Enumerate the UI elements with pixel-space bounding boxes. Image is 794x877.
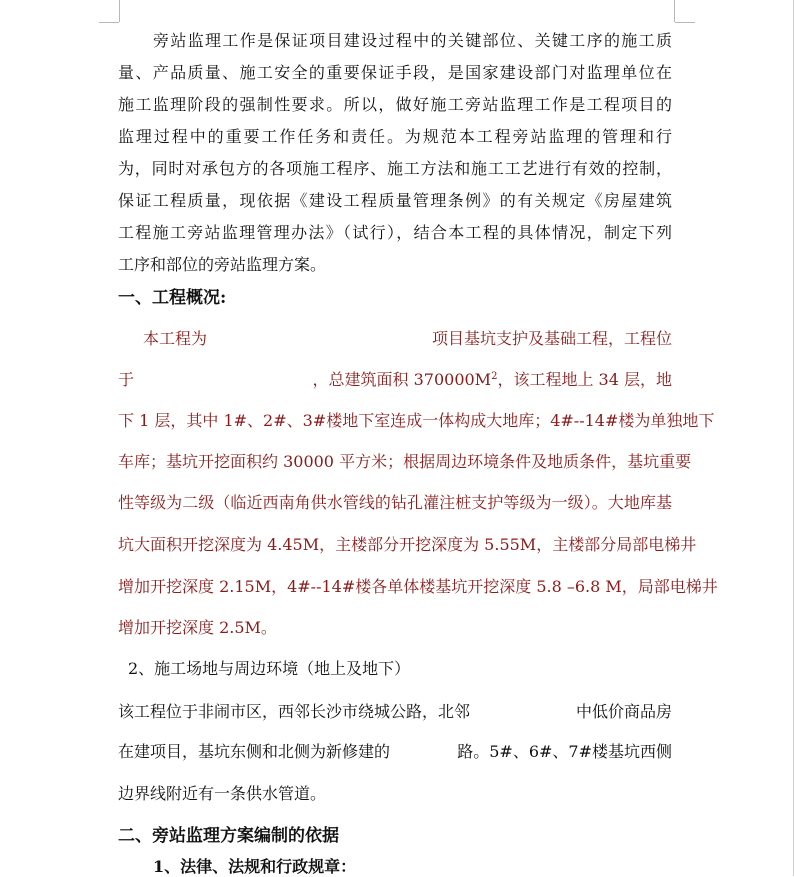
site-subheading: 2、施工场地与周边环境（地上及地下） xyxy=(128,659,411,678)
intro-line-5: 为，同时对承包方的各项施工程序、施工方法和施工工艺进行有效的控制， xyxy=(118,159,672,178)
crop-mark-top-right-h xyxy=(675,22,695,23)
site-line2-a: 在建项目，基坑东侧和北侧为新修建的 xyxy=(118,742,391,761)
overview-line2-b: ，总建筑面积 370000M xyxy=(312,370,492,389)
overview-line-6: 坑大面积开挖深度为 4.45M，主楼部分开挖深度为 5.55M，主楼部分局部电梯井 xyxy=(118,535,697,554)
site-line1-a: 该工程位于非闹市区，西邻长沙市绕城公路，北邻 xyxy=(118,702,471,721)
site-line-3: 边界线附近有一条供水管道。 xyxy=(118,784,327,803)
overview-line1-b: 项目基坑支护及基础工程，工程位 xyxy=(431,329,672,348)
intro-line-6: 保证工程质量，现依据《建设工程质量管理条例》的有关规定《房屋建筑 xyxy=(118,191,672,210)
intro-line-4: 监理过程中的重要工作任务和责任。为规范本工程旁站监理的管理和行 xyxy=(118,127,672,146)
intro-line-3: 施工监理阶段的强制性要求。所以，做好施工旁站监理工作是工程项目的 xyxy=(118,95,672,114)
section2-heading: 二、旁站监理方案编制的依据 xyxy=(118,826,339,846)
site-line1-b: 中低价商品房 xyxy=(575,702,672,721)
crop-mark-top-left-h xyxy=(99,22,119,23)
overview-line2-a: 于 xyxy=(118,370,135,389)
overview-line-8: 增加开挖深度 2.5M。 xyxy=(118,618,277,637)
site-line2-b: 路。5#、6#、7#楼基坑西侧 xyxy=(457,742,672,761)
intro-line-2: 量、产品质量、施工安全的重要保证手段，是国家建设部门对监理单位在 xyxy=(118,63,672,82)
intro-line-1: 旁站监理工作是保证项目建设过程中的关键部位、关键工序的施工质 xyxy=(153,31,672,50)
section2-sub1: 1、法律、法规和行政规章： xyxy=(153,857,357,876)
overview-line2-tail xyxy=(313,370,672,390)
overview-line-1 xyxy=(143,329,672,349)
site-line-1 xyxy=(118,702,672,722)
overview-area-superscript: 2 xyxy=(491,371,498,382)
overview-line-4: 车库；基坑开挖面积约 30000 平方米；根据周边环境条件及地质条件，基坑重要 xyxy=(118,452,692,471)
site-line-2 xyxy=(118,742,672,762)
crop-mark-top-left xyxy=(119,0,120,22)
overview-line-2 xyxy=(118,370,672,390)
overview-line-3: 下 1 层，其中 1#、2#、3#楼地下室连成一体构成大地库；4#--14#楼为单独地下 xyxy=(118,411,715,430)
intro-line-7: 工程施工旁站监理管理办法》（试行），结合本工程的具体情况，制定下列 xyxy=(118,223,672,242)
overview-line-7: 增加开挖深度 2.15M，4#--14#楼各单体楼基坑开挖深度 5.8 –6.8 M，局部电梯井 xyxy=(118,577,718,596)
crop-mark-top-right xyxy=(674,0,675,22)
section1-heading: 一、工程概况: xyxy=(118,288,227,308)
overview-line1-a: 本工程为 xyxy=(143,329,208,348)
overview-line2-c: ，该工程地上 34 层，地 xyxy=(497,370,672,389)
intro-line-8: 工序和部位的旁站监理方案。 xyxy=(118,255,327,274)
overview-line-5: 性等级为二级（临近西南角供水管线的钻孔灌注桩支护等级为一级）。大地库基 xyxy=(118,493,672,512)
